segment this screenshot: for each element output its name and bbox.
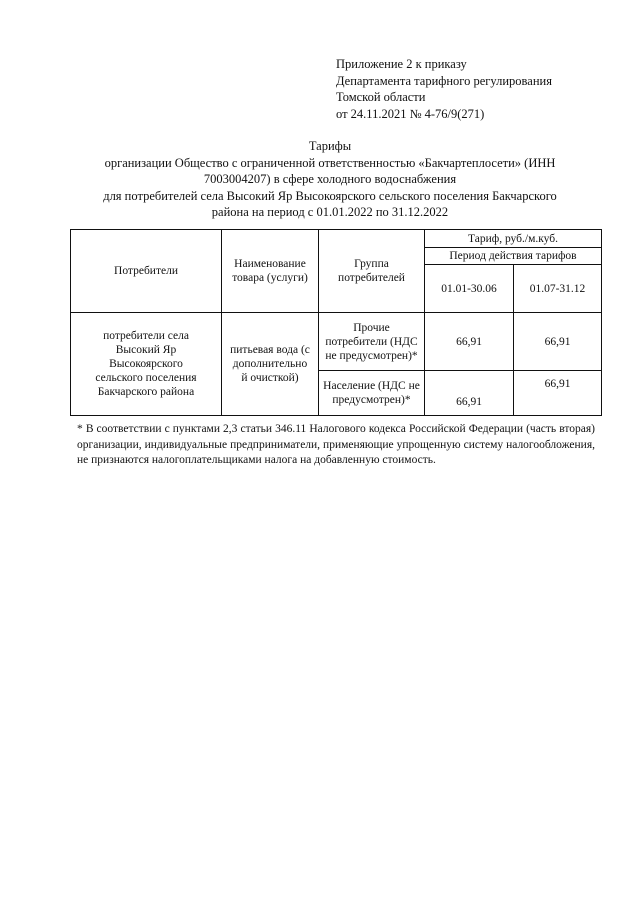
header-period: Период действия тарифов	[425, 248, 602, 265]
table-row	[71, 313, 602, 371]
title-heading: Тарифы	[308, 139, 352, 153]
title-line-4: района на период с 01.01.2022 по 31.12.2022	[211, 205, 449, 219]
cell-consumers: потребители села Высокий Яр Высокоярского сельского поселения Бакчарского района	[71, 313, 222, 416]
appendix-line-4: от 24.11.2021 № 4-76/9(271)	[336, 106, 485, 121]
title-line-3: для потребителей села Высокий Яр Высокоярского сельского поселения Бакчарского	[103, 188, 557, 203]
cell-price-period-1: 66,91	[425, 371, 514, 416]
cell-group: Прочие потребители (НДС не предусмотрен)*	[319, 313, 425, 371]
document-title	[60, 138, 600, 221]
cell-group: Население (НДС не предусмотрен)*	[319, 371, 425, 416]
header-period-2: 01.07-31.12	[514, 265, 602, 313]
appendix-line-2: Департамента тарифного регулирования	[336, 73, 552, 88]
title-line-2: 7003004207) в сфере холодного водоснабжения	[203, 172, 457, 186]
header-consumers: Потребители	[71, 230, 222, 313]
header-group: Группа потребителей	[319, 230, 425, 313]
footnote: * В соответствии с пунктами 2,3 статьи 346.11 Налогового кодекса Российской Федерации (часть вторая) организации, индивидуальные предприниматели, применяющие упрощенную систему налогообложения, не признаются налогоплательщиками налога на добавленную стоимость.	[77, 423, 595, 466]
appendix-header	[336, 56, 552, 122]
title-line-1: организации Общество с ограниченной ответственностью «Бакчартеплосети» (ИНН	[104, 155, 556, 170]
cell-price-period-1: 66,91	[425, 313, 514, 371]
header-product: Наименование товара (услуги)	[222, 230, 319, 313]
header-period-1: 01.01-30.06	[425, 265, 514, 313]
appendix-line-1: Приложение 2 к приказу	[336, 57, 467, 71]
cell-product: питьевая вода (с дополнительно й очисткой)	[222, 313, 319, 416]
tariff-table	[70, 229, 602, 416]
cell-price-period-2: 66,91	[514, 371, 602, 416]
cell-price-period-2: 66,91	[514, 313, 602, 371]
appendix-line-3: Томской области	[336, 90, 426, 104]
header-tariff: Тариф, руб./м.куб.	[425, 230, 602, 248]
